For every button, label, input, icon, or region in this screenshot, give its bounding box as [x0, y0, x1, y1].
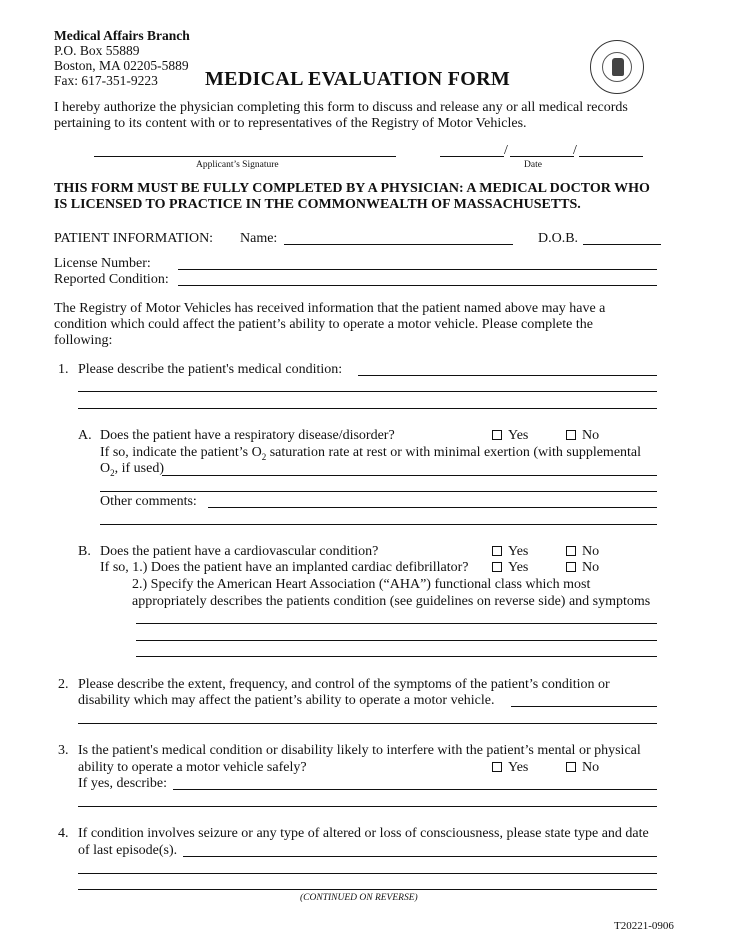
- patient-name-field[interactable]: [284, 244, 513, 245]
- date-slash-2: /: [573, 143, 577, 158]
- qa-yes-label: Yes: [508, 428, 529, 443]
- q2-answer-line-1[interactable]: [511, 706, 657, 707]
- authorization-text-2: pertaining to its content with or to representatives of the Registry of Motor Vehicles.: [54, 116, 527, 131]
- q3-describe-label: If yes, describe:: [78, 776, 168, 791]
- qb-defib-yes-option[interactable]: [492, 560, 528, 576]
- q2-number: 2.: [58, 677, 69, 692]
- qb-defib-no-label: No: [582, 560, 600, 575]
- qa-no-option[interactable]: [566, 428, 599, 444]
- signature-label: Applicant’s Signature: [196, 160, 279, 170]
- q4-answer-line-3[interactable]: [78, 889, 657, 890]
- qb-defib-no-option[interactable]: [566, 560, 599, 576]
- q1-text: Please describe the patient's medical condition:: [78, 362, 343, 377]
- q3-text-1: Is the patient's medical condition or disability likely to interfere with the patient’s mental or physical: [78, 743, 641, 758]
- date-month-field[interactable]: [440, 156, 504, 157]
- qa-letter: A.: [78, 428, 92, 443]
- authorization-text-1: I hereby authorize the physician completing this form to discuss and release any or all medical records: [54, 100, 628, 115]
- qb-answer-line-2[interactable]: [136, 640, 657, 641]
- qa-other-line-2[interactable]: [100, 524, 657, 525]
- license-label: License Number:: [54, 256, 151, 271]
- qb-text: Does the patient have a cardiovascular condition?: [100, 544, 379, 559]
- form-title: MEDICAL EVALUATION FORM: [205, 68, 511, 90]
- continued-note: (CONTINUED ON REVERSE): [300, 893, 418, 903]
- qa-yes-option[interactable]: [492, 428, 528, 444]
- dob-field[interactable]: [583, 244, 661, 245]
- q2-text-1: Please describe the extent, frequency, and control of the symptoms of the patient’s condition or: [78, 677, 610, 692]
- qb-no-label: No: [582, 544, 600, 559]
- date-label: Date: [524, 160, 542, 170]
- qa-sub-text-2: $O_2$, if used): [100, 461, 165, 478]
- name-label: Name:: [240, 231, 278, 246]
- q1-answer-line-1[interactable]: [358, 375, 657, 376]
- qb-aha-text-2: appropriately describes the patients condition (see guidelines on reverse side) and symptoms: [132, 594, 651, 609]
- address-line-2: Boston, MA 02205-5889: [54, 58, 189, 73]
- q4-number: 4.: [58, 826, 69, 841]
- patient-info-label: PATIENT INFORMATION:: [54, 231, 214, 246]
- q3-describe-line-2[interactable]: [78, 806, 657, 807]
- intro-text-3: following:: [54, 333, 113, 348]
- qa-no-label: No: [582, 428, 600, 443]
- qa-no-checkbox[interactable]: [566, 430, 576, 440]
- q4-answer-line-2[interactable]: [78, 873, 657, 874]
- date-slash-1: /: [504, 143, 508, 158]
- physician-notice-1: THIS FORM MUST BE FULLY COMPLETED BY A PHYSICIAN: A MEDICAL DOCTOR WHO: [54, 181, 650, 196]
- q3-yes-label: Yes: [508, 760, 529, 775]
- signature-line[interactable]: [94, 156, 396, 157]
- qa-other-field[interactable]: [208, 507, 657, 508]
- license-number-field[interactable]: [178, 269, 657, 270]
- qa-yes-checkbox[interactable]: [492, 430, 502, 440]
- fax-number: Fax: 617-351-9223: [54, 73, 158, 88]
- date-year-field[interactable]: [579, 156, 643, 157]
- q1-answer-line-3[interactable]: [78, 408, 657, 409]
- qb-yes-option[interactable]: [492, 544, 528, 560]
- form-number: T20221-0906: [614, 920, 674, 932]
- q3-no-option[interactable]: [566, 760, 599, 776]
- q1-answer-line-2[interactable]: [78, 391, 657, 392]
- q4-text-1: If condition involves seizure or any type of altered or loss of consciousness, please state type and date: [78, 826, 649, 841]
- branch-name: Medical Affairs Branch: [54, 28, 190, 43]
- qa-text: Does the patient have a respiratory disease/disorder?: [100, 428, 395, 443]
- q1-number: 1.: [58, 362, 69, 377]
- qb-defib-yes-checkbox[interactable]: [492, 562, 502, 572]
- qb-no-option[interactable]: [566, 544, 599, 560]
- q3-number: 3.: [58, 743, 69, 758]
- intro-text-2: condition which could affect the patient’s ability to operate a motor vehicle. Please complete the: [54, 317, 593, 332]
- qb-defib-no-checkbox[interactable]: [566, 562, 576, 572]
- qb-letter: B.: [78, 544, 91, 559]
- date-day-field[interactable]: [510, 156, 574, 157]
- q3-text-2: ability to operate a motor vehicle safely?: [78, 760, 307, 775]
- qb-defib-text: If so, 1.) Does the patient have an implanted cardiac defibrillator?: [100, 560, 469, 575]
- q3-describe-field[interactable]: [173, 789, 657, 790]
- q3-yes-option[interactable]: [492, 760, 528, 776]
- dob-label: D.O.B.: [538, 231, 579, 246]
- qb-no-checkbox[interactable]: [566, 546, 576, 556]
- q2-answer-line-2[interactable]: [78, 723, 657, 724]
- qb-yes-label: Yes: [508, 544, 529, 559]
- q4-text-2: of last episode(s).: [78, 843, 178, 858]
- q3-no-label: No: [582, 760, 600, 775]
- qb-answer-line-3[interactable]: [136, 656, 657, 657]
- q4-answer-line-1[interactable]: [183, 856, 657, 857]
- condition-label: Reported Condition:: [54, 272, 169, 287]
- qa-sub-text-1: If so, indicate the patient’s $O_2$ saturation rate at rest or with minimal exertion (with supplemental: [100, 445, 642, 462]
- state-seal-icon: [590, 40, 644, 94]
- qa-saturation-line-2[interactable]: [100, 491, 657, 492]
- q3-no-checkbox[interactable]: [566, 762, 576, 772]
- qa-other-label: Other comments:: [100, 494, 197, 509]
- qb-answer-line-1[interactable]: [136, 623, 657, 624]
- qa-saturation-field[interactable]: [162, 475, 657, 476]
- q2-text-2: disability which may affect the patient’s ability to operate a motor vehicle.: [78, 693, 495, 708]
- intro-text-1: The Registry of Motor Vehicles has received information that the patient named above may have a: [54, 301, 606, 316]
- qb-defib-yes-label: Yes: [508, 560, 529, 575]
- qb-yes-checkbox[interactable]: [492, 546, 502, 556]
- address-line-1: P.O. Box 55889: [54, 43, 140, 58]
- q3-yes-checkbox[interactable]: [492, 762, 502, 772]
- reported-condition-field[interactable]: [178, 285, 657, 286]
- qb-aha-text-1: 2.) Specify the American Heart Association (“AHA”) functional class which most: [132, 577, 591, 592]
- physician-notice-2: IS LICENSED TO PRACTICE IN THE COMMONWEALTH OF MASSACHUSETTS.: [54, 197, 581, 212]
